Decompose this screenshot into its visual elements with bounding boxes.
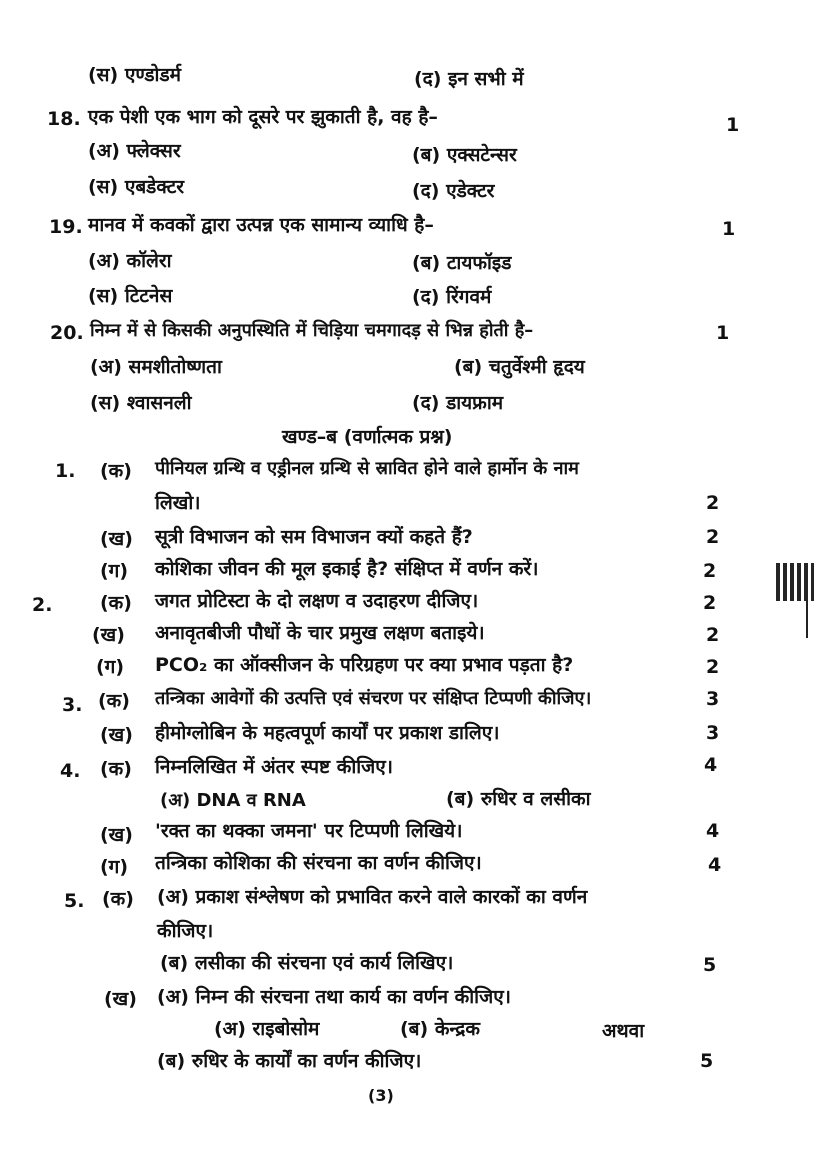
question-mark: 2 — [703, 560, 717, 582]
question-mark: 2 — [706, 526, 720, 548]
question-mark: 1 — [726, 114, 740, 136]
question-text: सूत्री विभाजन को सम विभाजन क्यों कहते हैं? — [155, 526, 473, 548]
question-text: तन्त्रिका कोशिका की संरचना का वर्णन कीजिए। — [155, 852, 482, 874]
option-text: (द) एडेक्टर — [412, 180, 495, 202]
question-text: (ब) लसीका की संरचना एवं कार्य लिखिए। — [160, 952, 454, 974]
question-text: तन्त्रिका आवेगों की उत्पत्ति एवं संचरण पर संक्षिप्त टिप्पणी कीजिए। — [155, 688, 592, 709]
question-text: PCO₂ का ऑक्सीजन के परिग्रहण पर क्या प्रभाव पड़ता है? — [155, 654, 574, 676]
question-number: 2. — [32, 594, 53, 616]
question-number: 4. — [60, 760, 81, 782]
sub-label: (ख) — [100, 724, 133, 746]
question-mark: 2 — [703, 592, 717, 614]
sub-label: (ग) — [100, 560, 129, 582]
question-text: (ब) रुधिर के कार्यों का वर्णन कीजिए। — [157, 1050, 422, 1072]
option-text: (स) श्वासनली — [90, 392, 192, 414]
question-text: लिखो। — [155, 492, 201, 514]
question-number: 20. — [50, 322, 84, 344]
question-mark: 1 — [722, 218, 736, 240]
question-text: पीनियल ग्रन्थि व एड्रीनल ग्रन्थि से स्रावित होने वाले हार्मोन के नाम — [155, 458, 579, 479]
margin-line — [806, 600, 808, 638]
qr-code-icon — [776, 563, 814, 601]
option-text: (अ) समशीतोष्णता — [90, 356, 222, 378]
question-mark: 2 — [706, 492, 720, 514]
question-mark: 4 — [704, 754, 718, 776]
option-text: (अ) कॉलेरा — [88, 250, 172, 272]
question-text: (अ) निम्न की संरचना तथा कार्य का वर्णन कीजिए। — [157, 986, 511, 1008]
sub-label: (क) — [102, 888, 134, 910]
question-text: 'रक्त का थक्का जमना' पर टिप्पणी लिखिये। — [155, 820, 463, 842]
option-text: (द) इन सभी में — [414, 68, 524, 90]
question-number: 1. — [55, 460, 76, 482]
question-mark: 5 — [703, 954, 717, 976]
option-text: (अ) फ्लेक्सर — [88, 140, 181, 162]
sub-label: (ख) — [92, 624, 125, 646]
question-text: जगत प्रोटिस्टा के दो लक्षण व उदाहरण दीजिए। — [155, 590, 479, 612]
question-text: कोशिका जीवन की मूल इकाई है? संक्षिप्त में वर्णन करें। — [155, 558, 539, 580]
option-text: (द) रिंगवर्म — [412, 286, 492, 308]
question-mark: 1 — [716, 322, 730, 344]
question-mark: 3 — [706, 688, 720, 710]
question-text: (ब) केन्द्रक — [400, 1018, 480, 1040]
sub-label: (क) — [100, 460, 132, 482]
page-number: (3) — [368, 1086, 394, 1105]
question-text: (अ) DNA व RNA — [160, 790, 306, 811]
question-number: 3. — [62, 694, 83, 716]
sub-label: (ग) — [100, 856, 129, 878]
question-mark: 4 — [706, 820, 720, 842]
question-text: हीमोग्लोबिन के महत्वपूर्ण कार्यों पर प्रकाश डालिए। — [155, 722, 500, 744]
option-text: (स) टिटनेस — [88, 285, 173, 307]
option-text: (द) डायफ्राम — [412, 392, 504, 414]
question-text: एक पेशी एक भाग को दूसरे पर झुकाती है, वह है– — [88, 106, 438, 128]
section-title: खण्ड–ब (वर्णात्मक प्रश्न) — [282, 426, 453, 448]
question-mark: 4 — [708, 854, 722, 876]
question-text: (ब) रुधिर व लसीका — [446, 788, 591, 810]
sub-label: (क) — [100, 592, 132, 614]
question-text: (अ) प्रकाश संश्लेषण को प्रभावित करने वाले कारकों का वर्णन — [157, 886, 588, 908]
question-text: अनावृतबीजी पौधों के चार प्रमुख लक्षण बताइये। — [155, 622, 485, 644]
sub-label: (ख) — [100, 824, 133, 846]
question-text: निम्न में से किसकी अनुपस्थिति में चिड़िया चमगादड़ से भिन्न होती है– — [90, 320, 534, 341]
question-text: कीजिए। — [157, 920, 214, 942]
question-number: 18. — [47, 108, 81, 130]
sub-label: (क) — [98, 690, 130, 712]
sub-label: (ग) — [96, 656, 125, 678]
option-text: (ब) चतुर्वेश्मी हृदय — [454, 356, 585, 378]
question-number: 5. — [64, 890, 85, 912]
sub-label: (ख) — [104, 988, 137, 1010]
question-text: मानव में कवकों द्वारा उत्पन्न एक सामान्य व्याधि है– — [88, 214, 434, 236]
question-mark: 2 — [706, 656, 720, 678]
option-text: (ब) एक्सटेन्सर — [412, 144, 517, 166]
option-text: (स) एबडेक्टर — [88, 176, 185, 198]
sub-label: (क) — [100, 758, 132, 780]
question-mark: 3 — [706, 722, 720, 744]
question-mark: 5 — [700, 1050, 714, 1072]
sub-label: (ख) — [100, 528, 133, 550]
option-text: (ब) टायफॉइड — [412, 252, 512, 274]
option-text: (स) एण्डोडर्म — [88, 64, 181, 86]
question-text: निम्नलिखित में अंतर स्पष्ट कीजिए। — [155, 756, 393, 778]
question-mark: 2 — [706, 624, 720, 646]
question-number: 19. — [49, 216, 83, 238]
question-text: (अ) राइबोसोम — [214, 1018, 320, 1040]
question-text: अथवा — [602, 1020, 645, 1042]
